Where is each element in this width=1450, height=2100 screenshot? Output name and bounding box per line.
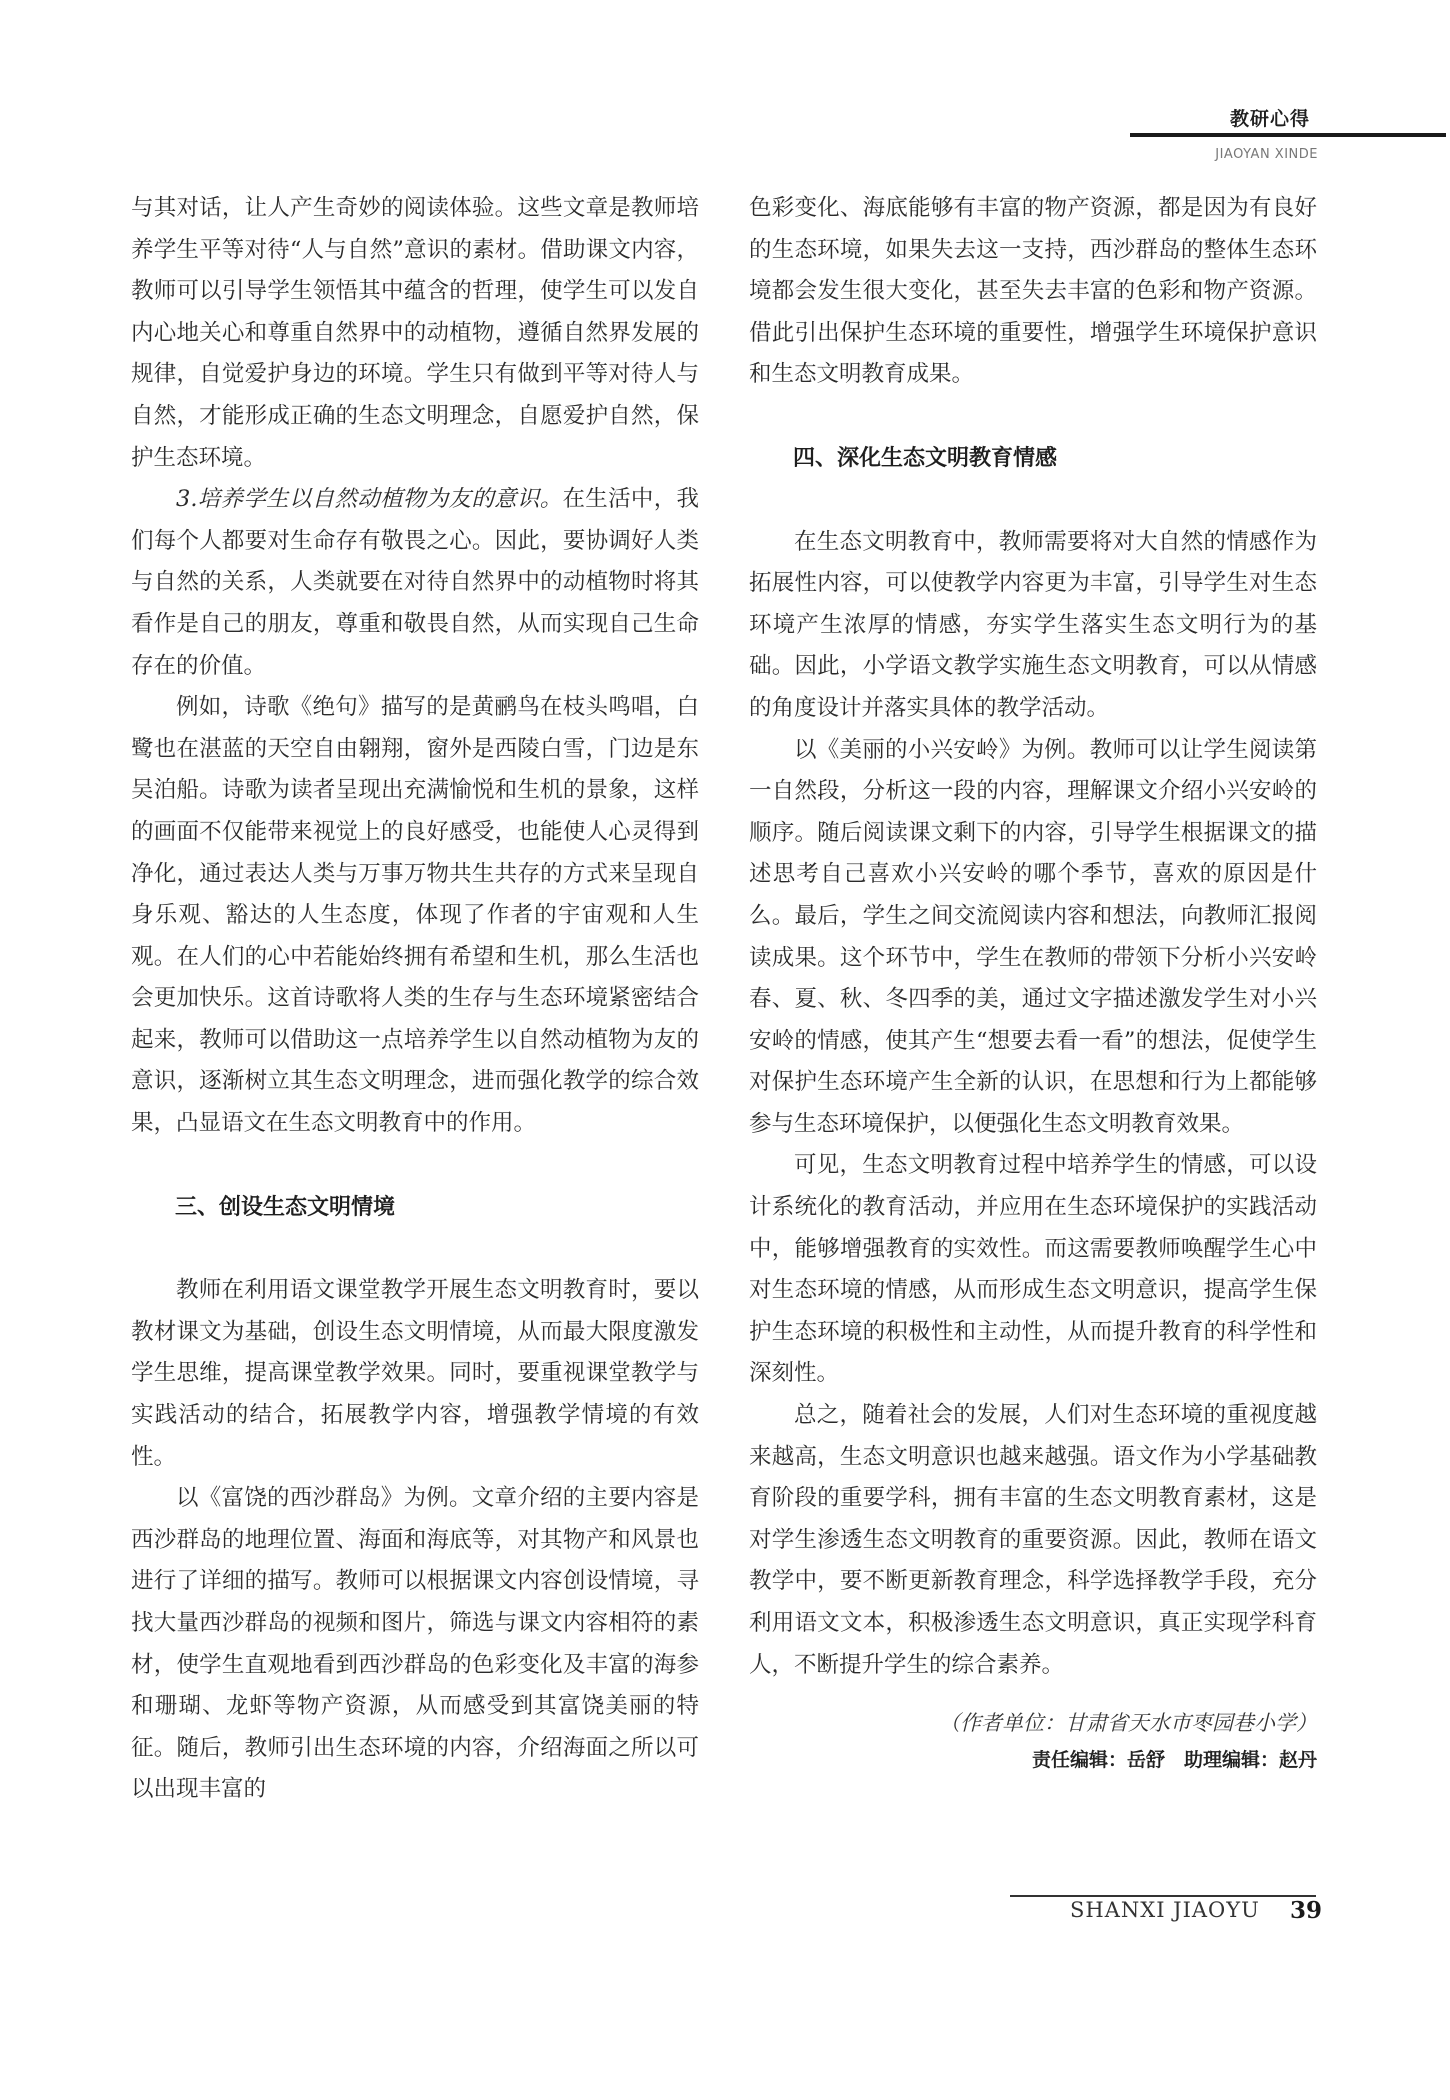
paragraph: 色彩变化、海底能够有丰富的物产资源，都是因为有良好的生态环境，如果失去这一支持，西沙群岛的整体生态环境都会发生很大变化，甚至失去丰富的色彩和物产资源。借此引出保护生态环境的重要性，增强学生环境保护意识和生态文明教育成果。 (749, 195, 1317, 388)
paragraph: 教师在利用语文课堂教学开展生态文明教育时，要以教材课文为基础，创设生态文明情境，从而最大限度激发学生思维，提高课堂教学效果。同时，要重视课堂教学与实践活动的结合，拓展教学内容，增强教学情境的有效性。 (131, 1277, 699, 1470)
paragraph: 总之，随着社会的发展，人们对生态环境的重视度越来越高，生态文明意识也越来越强。语文作为小学基础教育阶段的重要学科，拥有丰富的生态文明教育素材，这是对学生渗透生态文明教育的重要资源。因此，教师在语文教学中，要不断更新教育理念，科学选择教学手段，充分利用语文文本，积极渗透生态文明意识，真正实现学科育人，不断提升学生的综合素养。 (749, 1402, 1317, 1678)
paragraph: 在生态文明教育中，教师需要将对大自然的情感作为拓展性内容，可以使教学内容更为丰富，引导学生对生态环境产生浓厚的情感，夯实学生落实生态文明行为的基础。因此，小学语文教学实施生态文明教育，可以从情感的角度设计并落实具体的教学活动。 (749, 528, 1317, 721)
paragraph: 与其对话，让人产生奇妙的阅读体验。这些文章是教师培养学生平等对待“人与自然”意识的素材。借助课文内容，教师可以引导学生领悟其中蕴含的哲理，使学生可以发自内心地关心和尊重自然界中的动植物，遵循自然界发展的规律，自觉爱护身边的环境。学生只有做到平等对待人与自然，才能形成正确的生态文明理念，自愿爱护自然，保护生态环境。 (131, 195, 699, 471)
right-column (749, 188, 1317, 1778)
paragraph-text: 在生活中，我们每个人都要对生命存有敬畏之心。因此，要协调好人类与自然的关系，人类就要在对待自然界中的动植物时将其看作是自己的朋友，尊重和敬畏自然，从而实现自己生命存在的价值。 (131, 486, 699, 679)
section-heading: 四、深化生态文明教育情感 (793, 445, 1058, 471)
section-header-title: 教研心得 (1229, 108, 1310, 130)
editor-credits: 责任编辑：岳舒 助理编辑：赵丹 (1031, 1749, 1317, 1772)
paragraph: 以《美丽的小兴安岭》为例。教师可以让学生阅读第一自然段，分析这一段的内容，理解课文介绍小兴安岭的顺序。随后阅读课文剩下的内容，引导学生根据课文的描述思考自己喜欢小兴安岭的哪个季节，喜欢的原因是什么。最后，学生之间交流阅读内容和想法，向教师汇报阅读成果。这个环节中，学生在教师的带领下分析小兴安岭春、夏、秋、冬四季的美，通过文字描述激发学生对小兴安岭的情感，使其产生“想要去看一看”的想法，促使学生对保护生态环境产生全新的认识，在思想和行为上都能够参与生态环境保护，以便强化生态文明教育效果。 (749, 736, 1317, 1137)
left-column (131, 188, 699, 1811)
paragraph (131, 479, 699, 687)
numbered-subheading: 3.培养学生以自然动植物为友的意识。 (176, 486, 563, 513)
paragraph: 以《富饶的西沙群岛》为例。文章介绍的主要内容是西沙群岛的地理位置、海面和海底等，对其物产和风景也进行了详细的描写。教师可以根据课文内容创设情境，寻找大量西沙群岛的视频和图片，筛选与课文内容相符的素材，使学生直观地看到西沙群岛的色彩变化及丰富的海参和珊瑚、龙虾等物产资源，从而感受到其富饶美丽的特征。随后，教师引出生态环境的内容，介绍海面之所以可以出现丰富的 (131, 1485, 699, 1803)
footer-rule (1010, 1895, 1316, 1897)
paragraph: 可见，生态文明教育过程中培养学生的情感，可以设计系统化的教育活动，并应用在生态环境保护的实践活动中，能够增强教育的实效性。而这需要教师唤醒学生心中对生态环境的情感，从而形成生态文明意识，提高学生保护生态环境的积极性和主动性，从而提升教育的科学性和深刻性。 (749, 1152, 1317, 1387)
author-affiliation: （作者单位：甘肃省天水市枣园巷小学） (939, 1711, 1317, 1736)
magazine-name: SHANXI JIAOYU (1070, 1898, 1260, 1922)
paragraph: 例如，诗歌《绝句》描写的是黄鹂鸟在枝头鸣唱，白鹭也在湛蓝的天空自由翱翔，窗外是西陵白雪，门边是东吴泊船。诗歌为读者呈现出充满愉悦和生机的景象，这样的画面不仅能带来视觉上的良好感受，也能使人心灵得到净化，通过表达人类与万事万物共生共存的方式来呈现自身乐观、豁达的人生态度，体现了作者的宇宙观和人生观。在人们的心中若能始终拥有希望和生机，那么生活也会更加快乐。这首诗歌将人类的生存与生态环境紧密结合起来，教师可以借助这一点培养学生以自然动植物为友的意识，逐渐树立其生态文明理念，进而强化教学的综合效果，凸显语文在生态文明教育中的作用。 (131, 694, 699, 1137)
page-number: 39 (1290, 1897, 1323, 1924)
header-rule (1130, 133, 1446, 137)
section-header-subtitle: JIAOYAN XINDE (1215, 147, 1318, 162)
section-heading: 三、创设生态文明情境 (175, 1194, 396, 1220)
